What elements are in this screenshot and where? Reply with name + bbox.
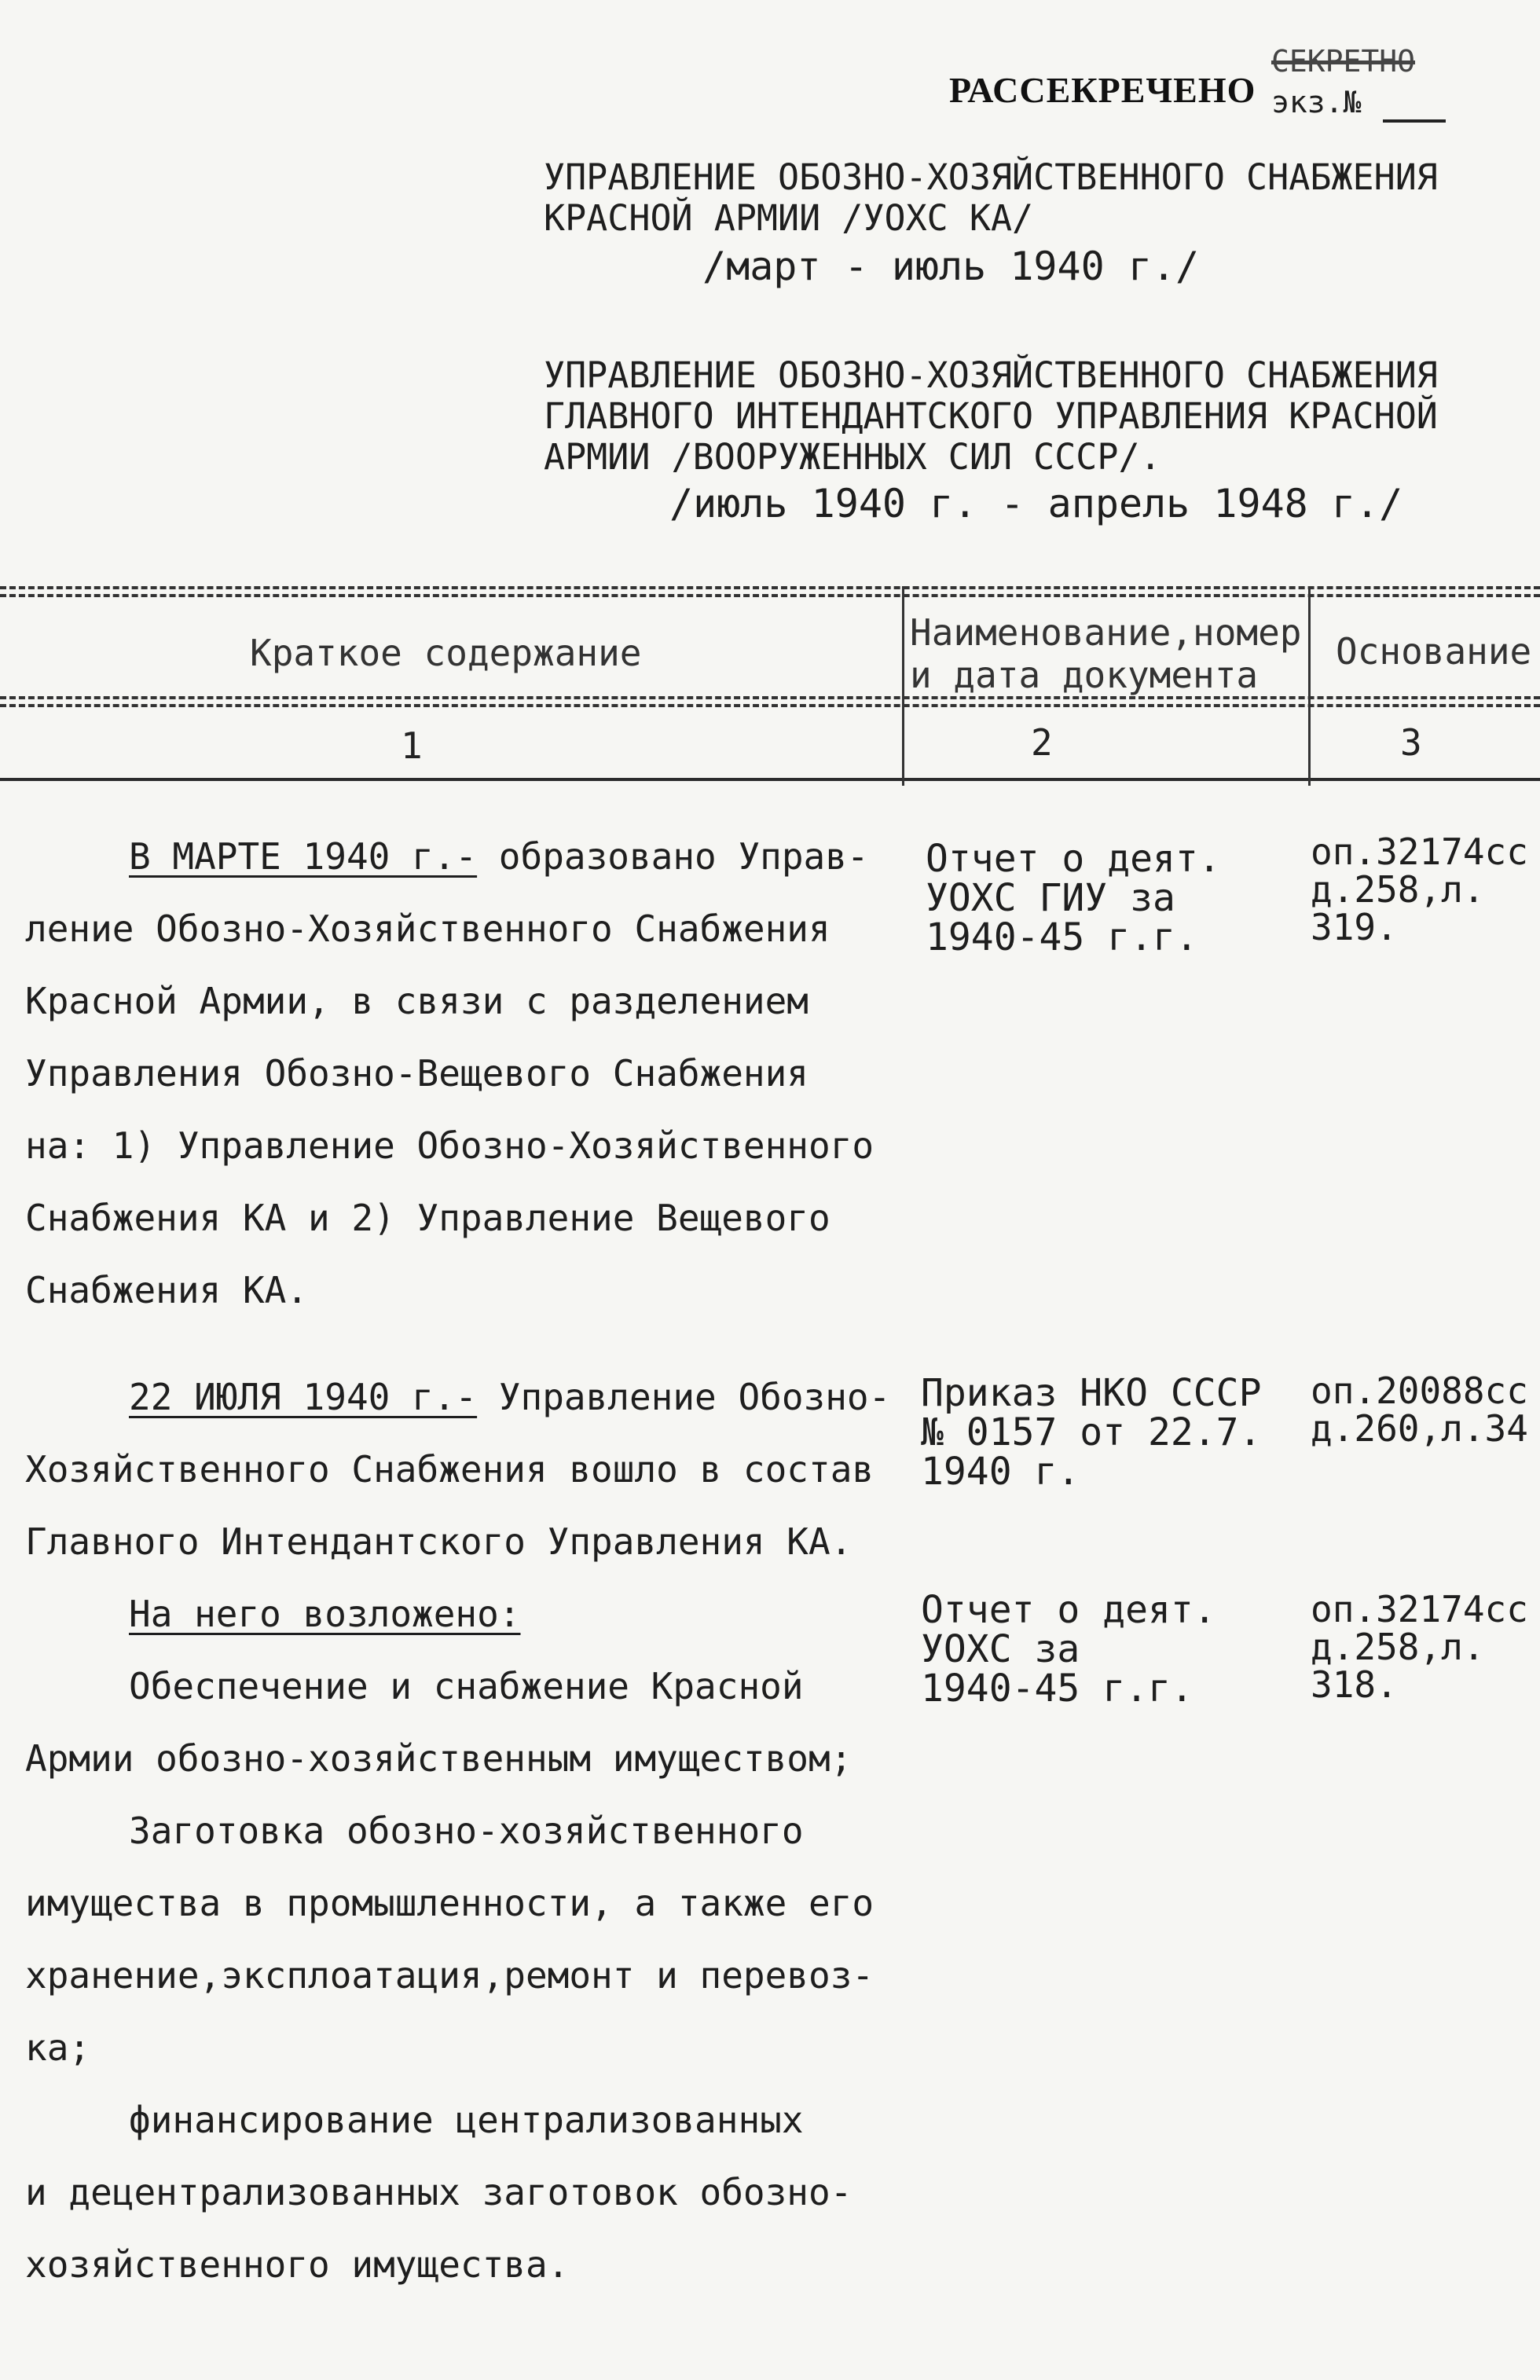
org2-line3: АРМИИ /ВООРУЖЕННЫХ СИЛ СССР/. [544, 436, 1161, 478]
column-header-summary: Краткое содержание [250, 632, 642, 674]
entry-2-document: Приказ НКО СССР № 0157 от 22.7. 1940 г. [921, 1371, 1262, 1494]
column-number-1: 1 [401, 724, 423, 767]
entry-1-basis: оп.32174сс д.258,л. 319. [1311, 831, 1528, 948]
entry-1-line-5: на: 1) Управление Обозно-Хозяйственного [25, 1124, 874, 1167]
column-divider-1 [902, 586, 904, 786]
entry-1-line-3: Красной Армии, в связи с разделением [25, 980, 808, 1022]
entry-1-date: В МАРТЕ 1940 г.- [129, 835, 478, 878]
entry-3-p2-line-3: хранение,эксплоатация,ремонт и перевоз- [25, 1954, 874, 1997]
entry-3-basis: оп.32174сс д.258,л. 318. [1311, 1588, 1528, 1706]
column-header-document-line1: Наименование,номер [910, 611, 1302, 654]
secrecy-mark-struck: СЕКРЕТНО [1271, 44, 1416, 79]
entry-3-p2-line-1: Заготовка обозно-хозяйственного [129, 1810, 804, 1852]
org2-line1: УПРАВЛЕНИЕ ОБОЗНО-ХОЗЯЙСТВЕННОГО СНАБЖЕНИЯ [544, 354, 1438, 396]
entry-1-line-6: Снабжения КА и 2) Управление Вещевого [25, 1197, 830, 1239]
entry-3-p2-line-4: ка; [25, 2026, 91, 2069]
entry-3-p1-line-2: Армии обозно-хозяйственным имуществом; [25, 1737, 852, 1780]
entry-1-text [25, 820, 874, 1326]
entry-3-p3-line-2: и децентрализованных заготовок обозно- [25, 2171, 852, 2213]
entry-1-line-4: Управления Обозно-Вещевого Снабжения [25, 1052, 808, 1095]
entry-2-basis: оп.20088сс д.260,л.34 [1311, 1370, 1528, 1450]
entry-2-line-3: Главного Интендантского Управления КА. [25, 1520, 852, 1563]
entry-3-p3-line-3: хозяйственного имущества. [25, 2243, 570, 2286]
entry-1-document: Отчет о деят. УОХС ГИУ за 1940-45 г.г. [926, 837, 1221, 959]
entry-1-line-7: Снабжения КА. [25, 1269, 309, 1311]
entry-3-heading: На него возложено: [129, 1593, 521, 1635]
entry-2-line-2: Хозяйственного Снабжения вошло в состав [25, 1448, 874, 1491]
period2: /июль 1940 г. - апрель 1948 г./ [669, 481, 1403, 526]
org1-line1: УПРАВЛЕНИЕ ОБОЗНО-ХОЗЯЙСТВЕННОГО СНАБЖЕНИЯ [544, 156, 1438, 198]
entry-2-date: 22 ИЮЛЯ 1940 г.- [129, 1376, 478, 1418]
entry-1-line-1: В МАРТЕ 1940 г.- образовано Управ- [129, 835, 869, 878]
column-header-document [910, 611, 1302, 696]
entry-1-line-2: ление Обозно-Хозяйственного Снабжения [25, 908, 830, 950]
column-number-3: 3 [1400, 721, 1422, 764]
column-header-basis: Основание [1336, 630, 1532, 673]
column-divider-2 [1308, 586, 1311, 786]
period1: /март - июль 1940 г./ [702, 244, 1200, 289]
org1-line2: КРАСНОЙ АРМИИ /УОХС КА/ [544, 197, 1034, 239]
org1-title [544, 157, 1438, 239]
entry-3-text [25, 1578, 874, 2301]
column-header-document-line2: и дата документа [910, 654, 1259, 696]
entry-3-p3-line-1: финансирование централизованных [129, 2099, 804, 2141]
column-number-2: 2 [1031, 721, 1053, 764]
copy-number-line [1383, 119, 1446, 123]
entry-2-line-1: 22 ИЮЛЯ 1940 г.- Управление Обозно- [129, 1376, 891, 1418]
entry-2-text [25, 1361, 890, 1578]
copy-number-label: экз.№ [1271, 85, 1362, 119]
entry-3-p1-line-1: Обеспечение и снабжение Красной [129, 1665, 804, 1707]
org2-line2: ГЛАВНОГО ИНТЕНДАНТСКОГО УПРАВЛЕНИЯ КРАСНОЙ [544, 395, 1438, 437]
entry-3-document: Отчет о деят. УОХС за 1940-45 г.г. [921, 1588, 1216, 1711]
entry-3-p2-line-2: имущества в промышленности, а также его [25, 1882, 874, 1924]
declassified-stamp: РАССЕКРЕЧЕНО [949, 70, 1256, 110]
org2-title [544, 355, 1438, 478]
